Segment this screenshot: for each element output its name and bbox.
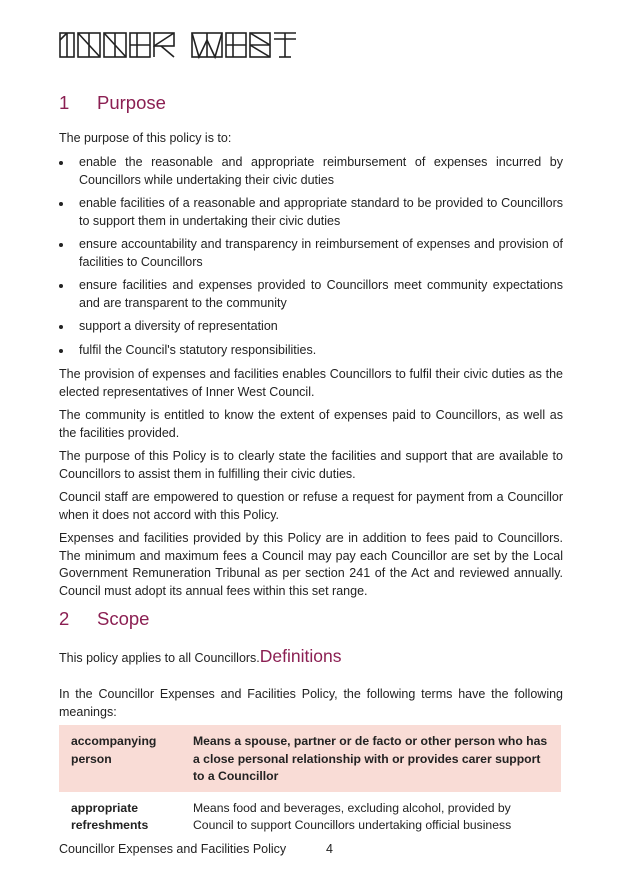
scope-statement: This policy applies to all Councillors. — [59, 651, 260, 665]
purpose-paragraph: The community is entitled to know the extent of expenses paid to Councillors, as well as the facilities provided. — [59, 408, 563, 440]
bullet-text: enable the reasonable and appropriate reimbursement of expenses incurred by Councillors while undertaking their civic duties — [79, 155, 563, 187]
definition-term: accompanying person — [59, 725, 181, 792]
list-item — [59, 236, 563, 271]
purpose-paragraph: Council staff are empowered to question or refuse a request for payment from a Councillor when it does not accord with this Policy. — [59, 490, 563, 522]
list-item — [59, 342, 563, 360]
scope-text — [59, 648, 563, 668]
definitions-table — [59, 725, 561, 841]
logo-icon — [59, 30, 299, 60]
page-number: 4 — [326, 842, 333, 856]
bullet-text: fulfil the Council's statutory responsibilities. — [79, 342, 317, 357]
purpose-paragraph: Expenses and facilities provided by this Policy are in addition to fees paid to Councillors. The minimum and maximum fees a Council may pay each Councillor are set by the Local Government Remuneration Tribunal as per section 241 of the Act and reviewed annually. Council must adopt its annual fees within this set range. — [59, 531, 563, 598]
purpose-paragraph: The purpose of this Policy is to clearly state the facilities and support that are available to Councillors to assist them in fulfilling their civic duties. — [59, 449, 563, 481]
bullet-icon — [59, 349, 63, 353]
purpose-heading — [59, 92, 166, 114]
list-item — [59, 195, 563, 230]
definition-text: Means food and beverages, excluding alcohol, provided by Council to support Councillors undertaking official business — [193, 800, 512, 832]
purpose-number: 1 — [59, 92, 70, 113]
bullet-text: ensure accountability and transparency in reimbursement of expenses and provision of facilities to Councillors — [79, 237, 563, 269]
bullet-icon — [59, 202, 63, 206]
bullet-icon — [59, 243, 63, 247]
bullet-icon — [59, 325, 63, 329]
table-row — [59, 792, 561, 841]
footer-title: Councillor Expenses and Facilities Policy — [59, 842, 287, 856]
list-item — [59, 154, 563, 189]
bullet-text: enable facilities of a reasonable and appropriate standard to be provided to Councillors to support them in undertaking their civic duties — [79, 196, 563, 228]
definitions-intro: In the Councillor Expenses and Facilities Policy, the following terms have the following meanings: — [59, 687, 563, 719]
bullet-text: ensure facilities and expenses provided to Councillors meet community expectations and are transparent to the community — [79, 278, 563, 310]
page-footer — [59, 842, 333, 856]
scope-title: Scope — [97, 608, 150, 629]
scope-number: 2 — [59, 608, 70, 629]
purpose-intro: The purpose of this policy is to: — [59, 131, 232, 145]
definition-text: Means a spouse, partner or de facto or other person who has a close personal relationship with or provides carer support to a Councillor — [181, 725, 561, 792]
definitions-heading: Definitions — [259, 646, 342, 666]
inner-west-logo — [59, 30, 299, 60]
list-item — [59, 318, 563, 336]
purpose-paragraph: The provision of expenses and facilities enables Councillors to fulfil their civic duties as the elected representatives of Inner West Council. — [59, 367, 563, 399]
purpose-bullet-list — [59, 154, 563, 365]
list-item — [59, 277, 563, 312]
bullet-text: support a diversity of representation — [79, 319, 278, 333]
definition-term: appropriate refreshments — [71, 800, 149, 832]
table-row — [59, 725, 561, 792]
bullet-icon — [59, 284, 63, 288]
scope-heading — [59, 608, 149, 630]
purpose-title: Purpose — [97, 92, 166, 113]
bullet-icon — [59, 161, 63, 165]
